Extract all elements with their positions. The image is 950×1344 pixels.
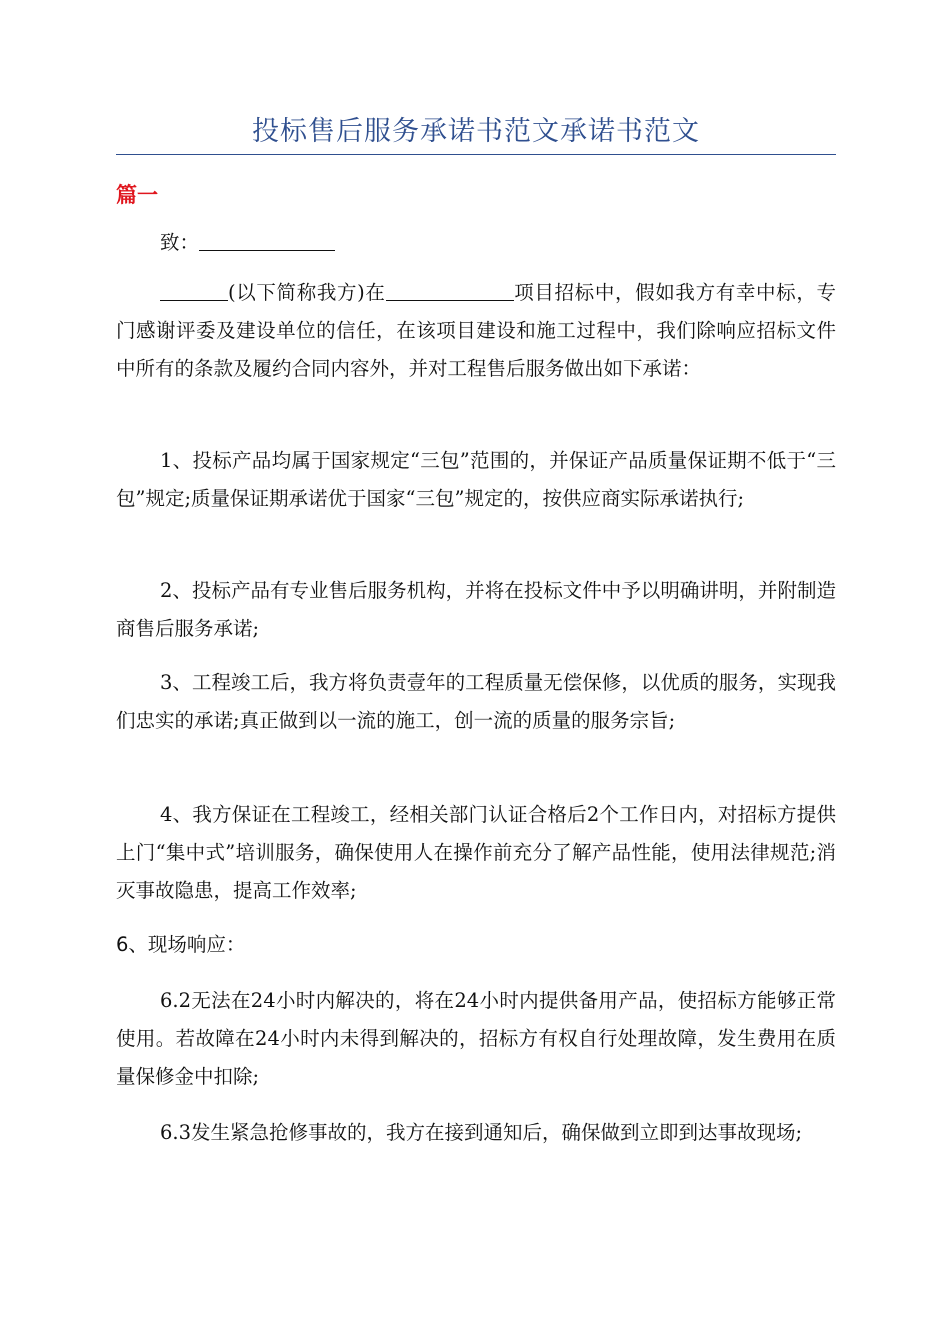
title-divider [116, 154, 836, 155]
intro-text-after: 项目招标中，假如我方有幸中标，专门感谢评委及建设单位的信任，在该项目建设和施工过程中，我们除响应招标文件中所有的条款及履约合同内容外，并对工程售后服务做出如下承诺： [116, 281, 836, 380]
party-blank [160, 281, 228, 302]
addressee-label: 致： [160, 231, 200, 254]
document-title: 投标售后服务承诺书范文承诺书范文 [252, 116, 700, 147]
subsection-heading: 6、现场响应： [116, 933, 246, 956]
response-item-6-2: 6.2无法在24小时内解决的，将在24小时内提供备用产品，使招标方能够正常使用。若故障在24小时内未得到解决的，招标方有权自行处理故障，发生费用在质量保修金中扣除; [116, 989, 836, 1088]
commitment-item-4: 4、我方保证在工程竣工，经相关部门认证合格后2个工作日内，对招标方提供上门“集中式”培训服务，确保使用人在操作前充分了解产品性能，使用法律规范;消灭事故隐患，提高工作效率; [116, 803, 836, 902]
project-blank [386, 281, 514, 302]
addressee-line [116, 224, 836, 262]
intro-text-before: (以下简称我方)在 [228, 281, 386, 304]
addressee-blank [199, 231, 335, 252]
commitment-item-3: 3、工程竣工后，我方将负责壹年的工程质量无偿保修，以优质的服务，实现我们忠实的承诺;真正做到以一流的施工，创一流的质量的服务宗旨; [116, 671, 836, 732]
intro-paragraph [116, 274, 836, 388]
response-item-6-3: 6.3发生紧急抢修事故的，我方在接到通知后，确保做到立即到达事故现场; [160, 1121, 803, 1144]
commitment-item-1: 1、投标产品均属于国家规定“三包”范围的，并保证产品质量保证期不低于“三包”规定;质量保证期承诺优于国家“三包”规定的，按供应商实际承诺执行; [116, 449, 836, 510]
section-heading: 篇一 [116, 183, 158, 207]
commitment-item-2: 2、投标产品有专业售后服务机构，并将在投标文件中予以明确讲明，并附制造商售后服务承诺; [116, 579, 836, 640]
